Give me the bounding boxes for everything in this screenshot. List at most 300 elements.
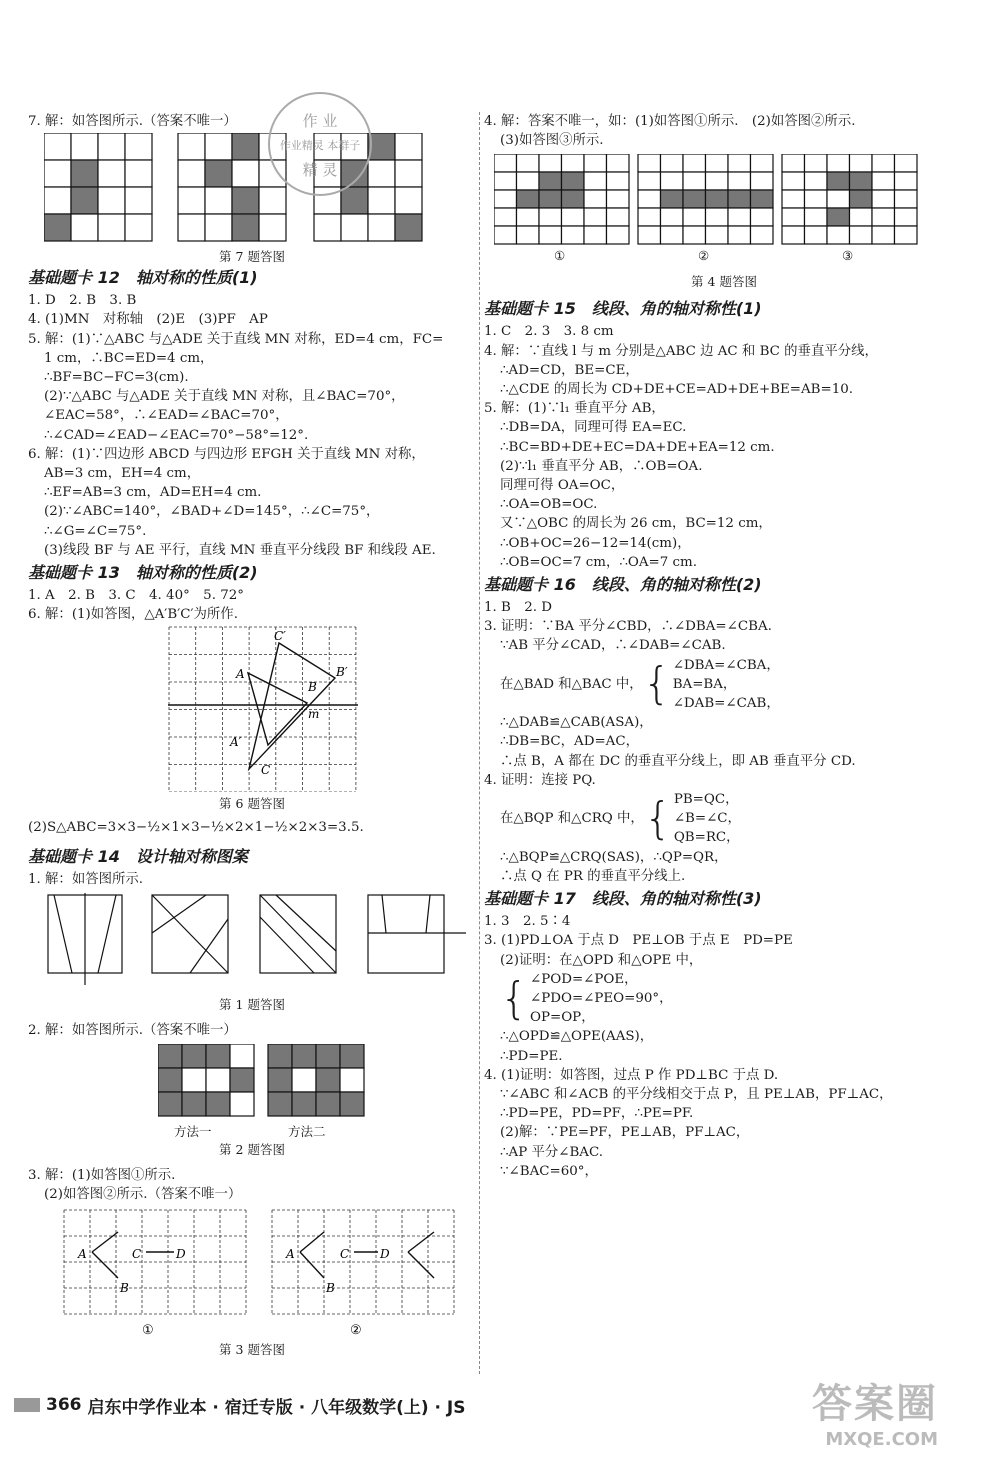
fig3b-label-b: B: [326, 1281, 335, 1296]
grid-cell: [182, 1068, 206, 1092]
grid-cell: [872, 172, 895, 190]
grid-cell: [584, 154, 607, 172]
text-line: ∴PD=PE，PD=PF，∴PE=PF.: [500, 1106, 694, 1122]
text-line: AB=3 cm，EH=4 cm，: [44, 466, 201, 482]
fig3-n1: ①: [142, 1323, 154, 1339]
s16-brace2-items: [674, 790, 741, 848]
grid-cell: [125, 187, 152, 214]
text-line: (2)证明：在△OPD 和△OPE 中，: [500, 952, 703, 968]
grid-cell: [661, 154, 684, 172]
fig6-label-b2: B′: [336, 665, 348, 680]
grid-cell: [178, 160, 205, 187]
text-line: 4. (1)MN 对称轴 (2)E (3)PF AP: [28, 312, 268, 328]
grid-cell: [706, 226, 729, 244]
grid-cell: [728, 172, 751, 190]
grid-cell: [395, 160, 422, 187]
grid-cell: [827, 190, 850, 208]
fig3-n2: ②: [350, 1323, 362, 1339]
grid-cell: [607, 208, 630, 226]
grid-cell: [314, 214, 341, 241]
grid-cell: [494, 226, 517, 244]
grid-cell: [562, 226, 585, 244]
grid-cell: [638, 208, 661, 226]
text-line: ∴DB=BC，AD=AC，: [500, 734, 639, 750]
grid-cell: [368, 214, 395, 241]
text-line: ∴△CDE 的周长为 CD+DE+CE=AD+DE+BE=AB=10.: [500, 382, 854, 398]
grid-cell-shaded: [539, 172, 562, 190]
s17-brace-items: [530, 970, 673, 1028]
s13-title: 基础题卡 13 轴对称的性质(2): [28, 563, 258, 583]
grid-cell: [728, 154, 751, 172]
text-line: ∵AB 平分∠CAD，∴∠DAB=∠CAB.: [500, 638, 726, 654]
q4a-text: 4. 解：答案不唯一，如：(1)如答图①所示. (2)如答图②所示.: [484, 114, 856, 129]
grid-cell: [895, 208, 918, 226]
grid-cell: [98, 187, 125, 214]
s14-q3a: 3. 解：(1)如答图①所示.: [28, 1168, 176, 1184]
grid-cell-shaded: [158, 1044, 182, 1068]
grid-cell: [782, 154, 805, 172]
page-footer: [14, 1390, 466, 1420]
grid-cell: [205, 214, 232, 241]
fig2: [28, 1040, 476, 1122]
grid-cell: [895, 172, 918, 190]
brace-item: ∠POD=∠POE，: [530, 971, 638, 987]
grid-cell-shaded: [827, 208, 850, 226]
fig2-svg: [158, 1044, 378, 1120]
grid-cell: [206, 1068, 230, 1092]
text-line: ∴点 Q 在 PR 的垂直平分线上.: [500, 868, 686, 884]
grid-cell: [706, 208, 729, 226]
grid-cell: [805, 190, 828, 208]
grid-cell-shaded: [661, 190, 684, 208]
fig6-triangle-image: [249, 643, 335, 769]
grid-cell: [638, 190, 661, 208]
brace-item: ∠PDO=∠PEO=90°，: [530, 990, 673, 1006]
fig6-label-m: m: [308, 707, 320, 722]
fig7-grids: [44, 133, 464, 245]
grid-cell: [751, 172, 774, 190]
grid-cell: [178, 133, 205, 160]
grid-cell: [850, 226, 873, 244]
grid-cell-shaded: [517, 190, 540, 208]
fig7-caption: 第 7 题答图: [219, 249, 285, 265]
fig3: [28, 1204, 476, 1340]
s16-brace2: [484, 790, 964, 848]
grid-cell: [805, 154, 828, 172]
text-line: 5. 解：(1)∵l₁ 垂直平分 AB，: [484, 401, 665, 417]
grid-cell: [683, 226, 706, 244]
grid-cell: [292, 1068, 316, 1092]
grid-cell: [827, 154, 850, 172]
grid-cell: [728, 226, 751, 244]
s13-area: (2)S△ABC=3×3−½×1×3−½×2×1−½×2×3=3.5.: [28, 820, 364, 836]
s14-q2: 2. 解：如答图所示.（答案不唯一）: [28, 1022, 237, 1038]
fig4-n3: ③: [842, 248, 854, 264]
grid-cell-shaded: [206, 1092, 230, 1116]
grid-cell-shaded: [71, 187, 98, 214]
brace-item: BA=BA，: [672, 676, 737, 692]
fig6-label-a: A: [236, 667, 245, 682]
s16-brace2-pre: 在△BQP 和△CRQ 中，: [500, 811, 644, 827]
grid-cell: [205, 187, 232, 214]
grid-cell: [494, 154, 517, 172]
grid-cell: [751, 154, 774, 172]
grid-cell-shaded: [268, 1092, 292, 1116]
text-line: 1. 3 2. 5∶4: [484, 914, 571, 930]
grid-cell: [562, 208, 585, 226]
grid-cell: [125, 133, 152, 160]
grid-cell-shaded: [751, 190, 774, 208]
grid-cell: [232, 160, 259, 187]
text-line: ∴OA=OB=OC.: [500, 497, 598, 513]
grid-cell: [44, 187, 71, 214]
s14-q3b: (2)如答图②所示.（答案不唯一）: [44, 1187, 242, 1203]
fig6-label-a2: A′: [230, 735, 242, 750]
grid-cell-shaded: [232, 133, 259, 160]
text-line: 6. 解：(1)∵四边形 ABCD 与四边形 EFGH 关于直线 MN 对称，: [28, 446, 425, 462]
fig6-svg: [168, 626, 358, 792]
column-divider: [479, 112, 481, 1374]
fig3b-label-a: A: [286, 1247, 295, 1262]
text-line: ∴△OPD≌△OPE(AAS)，: [500, 1029, 654, 1045]
grid-cell: [850, 154, 873, 172]
stamp-mid: 作业精灵 本群子: [279, 139, 361, 152]
fig2-method1: 方法一: [174, 1124, 212, 1140]
text-line: (2)∵∠ABC=140°，∠BAD+∠D=145°，∴∠C=75°，: [44, 504, 380, 520]
fig2-method2: 方法二: [288, 1124, 326, 1140]
fig3-label-d: D: [176, 1247, 186, 1262]
grid-cell: [205, 133, 232, 160]
right-column: [484, 112, 964, 1181]
fig4: [484, 150, 964, 248]
grid-cell: [517, 226, 540, 244]
fig3-label-c: C: [132, 1247, 142, 1262]
fig2-methods: [28, 1122, 476, 1140]
text-line: ∴△DAB≌△CAB(ASA)，: [500, 715, 653, 731]
grid-cell: [661, 172, 684, 190]
fig6: [28, 624, 476, 794]
footer-title: 启东中学作业本 · 宿迁专版 · 八年级数学(上) · JS: [87, 1397, 466, 1418]
fig3b-label-c: C: [340, 1247, 350, 1262]
text-line: (3)线段 BF 与 AE 平行，直线 MN 垂直平分线段 BF 和线段 AE.: [44, 542, 436, 558]
grid-cell: [751, 226, 774, 244]
brace-item: ∠DAB=∠CAB，: [672, 696, 780, 712]
s16-title: 基础题卡 16 线段、角的轴对称性(2): [484, 575, 762, 595]
s17-title: 基础题卡 17 线段、角的轴对称性(3): [484, 889, 762, 909]
grid-cell-shaded: [850, 190, 873, 208]
s13-body: [28, 586, 476, 624]
grid-cell: [98, 214, 125, 241]
grid-cell: [638, 226, 661, 244]
text-line: ∴OB=OC=7 cm，∴OA=7 cm.: [500, 554, 697, 570]
grid-cell-shaded: [316, 1044, 340, 1068]
grid-cell: [259, 214, 286, 241]
grid-cell: [230, 1044, 254, 1068]
footer-tab-icon: [14, 1398, 40, 1412]
grid-cell: [341, 214, 368, 241]
grid-cell: [638, 154, 661, 172]
text-line: 1. C 2. 3 3. 8 cm: [484, 324, 614, 340]
stamp-top: 作 业: [302, 112, 338, 130]
fig4-n2: ②: [698, 248, 710, 264]
grid-cell: [494, 208, 517, 226]
s16-brace1-pre: 在△BAD 和△BAC 中，: [500, 676, 643, 692]
grid-cell: [805, 226, 828, 244]
text-line: 3. (1)PD⊥OA 于点 D PE⊥OB 于点 E PD=PE: [484, 933, 793, 949]
grid-cell: [683, 208, 706, 226]
grid-cell-shaded: [683, 190, 706, 208]
grid-cell: [872, 208, 895, 226]
grid-cell: [178, 214, 205, 241]
grid-cell: [584, 172, 607, 190]
text-line: (2)∵△ABC 与△ADE 关于直线 MN 对称，且∠BAC=70°，: [44, 389, 405, 405]
grid-cell: [340, 1068, 364, 1092]
grid-cell: [584, 190, 607, 208]
grid-cell-shaded: [340, 1044, 364, 1068]
grid-cell-shaded: [316, 1068, 340, 1092]
grid-cell: [683, 172, 706, 190]
grid-cell-shaded: [292, 1092, 316, 1116]
grid-cell: [607, 190, 630, 208]
text-line: ∴EF=AB=3 cm，AD=EH=4 cm.: [44, 485, 262, 501]
fig3-caption: 第 3 题答图: [219, 1342, 285, 1358]
q4b-text: (3)如答图③所示.: [500, 133, 604, 149]
grid-cell: [539, 226, 562, 244]
grid-cell-shaded: [341, 187, 368, 214]
grid-cell-shaded: [230, 1068, 254, 1092]
text-line: 1. A 2. B 3. C 4. 40° 5. 72°: [28, 588, 244, 604]
text-line: ∴BC=BD+DE+EC=DA+DE+EA=12 cm.: [500, 439, 775, 455]
grid-cell-shaded: [340, 1092, 364, 1116]
grid-cell: [706, 172, 729, 190]
grid-cell-shaded: [158, 1092, 182, 1116]
s12-body: [28, 291, 476, 560]
grid-cell: [259, 187, 286, 214]
fig1: [28, 889, 476, 989]
grid-cell: [44, 160, 71, 187]
grid-cell: [607, 226, 630, 244]
fig1-caption: 第 1 题答图: [219, 996, 285, 1012]
grid-cell: [125, 214, 152, 241]
s17-body-b: [484, 1027, 964, 1181]
text-line: (2)解：∵PE=PF，PE⊥AB，PF⊥AC，: [500, 1125, 750, 1141]
grid-cell: [584, 208, 607, 226]
grid-cell: [539, 154, 562, 172]
brace-item: ∠DBA=∠CBA，: [672, 657, 780, 673]
grid-cell-shaded: [205, 160, 232, 187]
grid-cell-shaded: [232, 214, 259, 241]
fig2-caption: 第 2 题答图: [219, 1142, 285, 1158]
grid-cell: [517, 154, 540, 172]
grid-cell: [782, 226, 805, 244]
grid-cell-shaded: [232, 187, 259, 214]
fig6-label-c: C: [261, 763, 271, 778]
grid-cell-shaded: [368, 133, 395, 160]
grid-cell: [872, 190, 895, 208]
logo-url: MXQE.COM: [825, 1429, 938, 1450]
text-line: 同理可得 OA=OC，: [500, 478, 625, 494]
fig1-svg: [46, 893, 466, 985]
grid-cell: [895, 154, 918, 172]
grid-cell-shaded: [71, 160, 98, 187]
s16-body-c: [484, 848, 964, 886]
text-line: ∵∠BAC=60°，: [500, 1163, 598, 1179]
s12-title: 基础题卡 12 轴对称的性质(1): [28, 268, 258, 288]
text-line: ∴△BQP≌△CRQ(SAS)，∴QP=QR，: [500, 849, 728, 865]
s17-body-a: [484, 912, 964, 970]
grid-cell-shaded: [562, 190, 585, 208]
grid-cell: [368, 160, 395, 187]
brace-left-icon: {: [643, 792, 672, 844]
text-line: (2)∵l₁ 垂直平分 AB，∴OB=OA.: [500, 458, 703, 474]
fig3-label-a: A: [78, 1247, 87, 1262]
grid-cell: [98, 160, 125, 187]
logo-main: 答案圈: [812, 1381, 938, 1427]
grid-cell: [607, 154, 630, 172]
fig4-n1: ①: [554, 248, 566, 264]
grid-cell-shaded: [182, 1044, 206, 1068]
text-line: 1 cm，∴BC=ED=4 cm，: [44, 350, 214, 366]
grid-cell-shaded: [158, 1068, 182, 1092]
s16-brace1: [484, 656, 964, 714]
grid-cell: [178, 187, 205, 214]
grid-cell: [584, 226, 607, 244]
text-line: 5. 解：(1)∵△ABC 与△ADE 关于直线 MN 对称，ED=4 cm，FC=: [28, 331, 444, 347]
text-line: 4. 证明：连接 PQ.: [484, 772, 596, 788]
grid-cell: [805, 208, 828, 226]
brace-item: PB=QC，: [673, 792, 739, 808]
grid-cell-shaded: [395, 214, 422, 241]
left-column: [28, 112, 476, 1358]
s14-q1: 1. 解：如答图所示.: [28, 871, 144, 887]
grid-cell: [728, 208, 751, 226]
text-line: ∵∠ABC 和∠ACB 的平分线相交于点 P，且 PE⊥AB，PF⊥AC，: [500, 1086, 893, 1102]
grid-cell: [782, 208, 805, 226]
text-line: ∴AP 平分∠BAC.: [500, 1144, 603, 1160]
s16-brace1-items: [673, 656, 780, 714]
grid-cell: [562, 154, 585, 172]
grid-cell: [805, 172, 828, 190]
grid-cell-shaded: [44, 214, 71, 241]
text-line: 4. (1)证明：如答图，过点 P 作 PD⊥BC 于点 D.: [484, 1067, 779, 1083]
site-logo: [812, 1372, 938, 1450]
text-line: ∴OB+OC=26−12=14(cm)，: [500, 535, 691, 551]
grid-cell-shaded: [539, 190, 562, 208]
s17-brace: [484, 970, 964, 1028]
grid-cell-shaded: [728, 190, 751, 208]
grid-cell: [895, 226, 918, 244]
grid-cell: [782, 172, 805, 190]
grid-cell: [494, 172, 517, 190]
grid-cell: [98, 133, 125, 160]
grid-cell: [827, 226, 850, 244]
grid-cell: [230, 1092, 254, 1116]
grid-cell-shaded: [706, 190, 729, 208]
grid-cell: [539, 208, 562, 226]
fig4-caption: 第 4 题答图: [691, 274, 757, 290]
s14-title: 基础题卡 14 设计轴对称图案: [28, 846, 248, 866]
fig7: [28, 131, 476, 247]
fig4-numbers: [484, 248, 964, 268]
brace-left-icon: {: [642, 658, 671, 710]
text-line: ∴PD=PE.: [500, 1048, 563, 1064]
grid-cell-shaded: [316, 1092, 340, 1116]
text-line: ∴点 B，A 都在 DC 的垂直平分线上，即 AB 垂直平分 CD.: [500, 753, 856, 769]
grid-cell-shaded: [206, 1044, 230, 1068]
fig6-caption: 第 6 题答图: [219, 796, 285, 812]
grid-cell: [683, 154, 706, 172]
text-line: 6. 解：(1)如答图，△A′B′C′为所作.: [28, 607, 238, 623]
brace-item: ∠B=∠C，: [673, 811, 741, 827]
grid-cell: [71, 214, 98, 241]
grid-cell: [395, 133, 422, 160]
text-line: 又∵△OBC 的周长为 26 cm，BC=12 cm，: [500, 516, 772, 532]
brace-item: OP=OP，: [530, 1010, 595, 1026]
fig6-label-b: B: [308, 680, 317, 695]
grid-cell: [517, 208, 540, 226]
grid-cell: [782, 190, 805, 208]
text-line: 1. B 2. D: [484, 600, 553, 616]
text-line: 1. D 2. B 3. B: [28, 293, 137, 309]
grid-cell: [850, 208, 873, 226]
text-line: 4. 解：∵直线 l 与 m 分别是△ABC 边 AC 和 BC 的垂直平分线，: [484, 343, 878, 359]
grid-cell: [125, 160, 152, 187]
grid-cell-shaded: [182, 1092, 206, 1116]
stamp-seal: [268, 92, 372, 196]
fig3-label-b: B: [120, 1281, 129, 1296]
s16-body-a: [484, 598, 964, 656]
s15-body: [484, 322, 964, 572]
text-line: ∴BF=BC−FC=3(cm).: [44, 370, 189, 386]
grid-cell: [638, 172, 661, 190]
grid-cell: [71, 133, 98, 160]
q7-text: 7. 解：如答图所示.（答案不唯一）: [28, 114, 237, 129]
grid-cell: [517, 172, 540, 190]
s15-title: 基础题卡 15 线段、角的轴对称性(1): [484, 299, 762, 319]
stamp-bot: 精 灵: [302, 161, 338, 179]
text-line: ∴∠G=∠C=75°.: [44, 523, 147, 539]
grid-cell: [872, 154, 895, 172]
grid-cell-shaded: [268, 1068, 292, 1092]
text-line: ∴∠CAD=∠EAD−∠EAC=70°−58°=12°.: [44, 427, 309, 443]
grid-cell: [607, 172, 630, 190]
grid-cell: [872, 226, 895, 244]
grid-cell: [44, 133, 71, 160]
grid-cell: [395, 187, 422, 214]
fig4-svg: [494, 154, 934, 248]
grid-cell-shaded: [292, 1044, 316, 1068]
grid-cell-shaded: [562, 172, 585, 190]
text-line: ∴DB=DA，同理可得 EA=EC.: [500, 420, 687, 436]
grid-cell: [368, 187, 395, 214]
grid-cell-shaded: [850, 172, 873, 190]
grid-cell: [661, 226, 684, 244]
grid-cell: [751, 208, 774, 226]
grid-cell: [494, 190, 517, 208]
grid-cell-shaded: [827, 172, 850, 190]
fig3b-label-d: D: [380, 1247, 390, 1262]
brace-left-icon: {: [500, 972, 528, 1024]
text-line: ∴AD=CD，BE=CE，: [500, 362, 639, 378]
fig3-svg: [62, 1208, 472, 1338]
grid-cell: [895, 190, 918, 208]
grid-cell: [661, 208, 684, 226]
grid-cell: [706, 154, 729, 172]
fig6-label-c2: C′: [274, 629, 286, 644]
text-line: 3. 证明：∵BA 平分∠CBD，∴∠DBA=∠CBA.: [484, 619, 772, 635]
s16-body-b: [484, 713, 964, 790]
text-line: ∠EAC=58°，∴∠EAD=∠BAC=70°，: [44, 408, 289, 424]
